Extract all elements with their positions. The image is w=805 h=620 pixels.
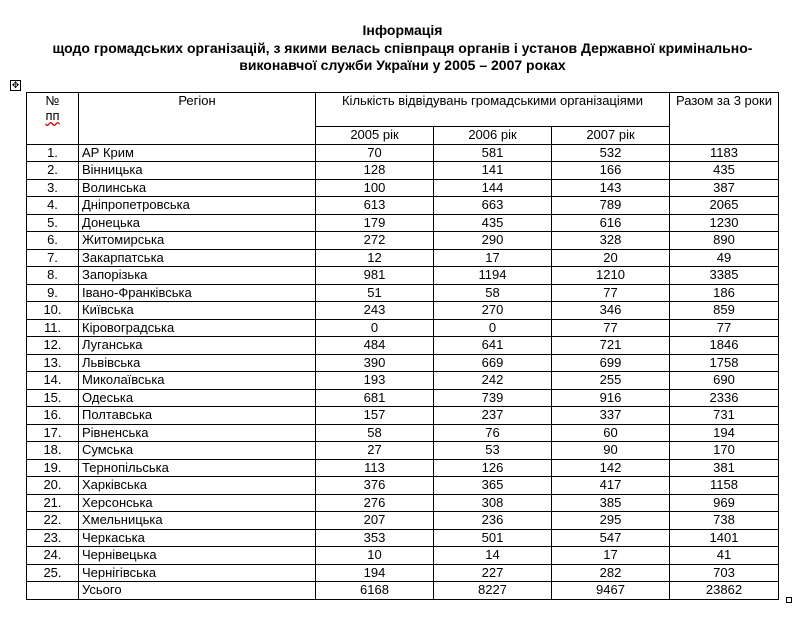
row-2007: 346 (552, 302, 670, 320)
row-number: 17. (27, 424, 79, 442)
row-2007: 532 (552, 144, 670, 162)
table-row (27, 407, 779, 425)
row-number: 7. (27, 249, 79, 267)
row-2007: 90 (552, 442, 670, 460)
row-2007: 616 (552, 214, 670, 232)
row-total: 731 (670, 407, 779, 425)
row-total: 890 (670, 232, 779, 250)
row-2006: 435 (434, 214, 552, 232)
table-row (27, 179, 779, 197)
row-region: Рівненська (79, 424, 316, 442)
row-2007: 60 (552, 424, 670, 442)
title-line-1: Інформація (362, 22, 443, 38)
row-2007: 417 (552, 477, 670, 495)
row-number: 10. (27, 302, 79, 320)
row-2005: 27 (316, 442, 434, 460)
row-total: 170 (670, 442, 779, 460)
total-row-2005: 6168 (316, 582, 434, 600)
row-total: 2336 (670, 389, 779, 407)
row-2006: 17 (434, 249, 552, 267)
title-line-3: виконавчої служби України у 2005 – 2007 роках (239, 57, 566, 73)
row-2005: 276 (316, 494, 434, 512)
row-2007: 142 (552, 459, 670, 477)
row-region: Львівська (79, 354, 316, 372)
row-2005: 157 (316, 407, 434, 425)
row-total: 2065 (670, 197, 779, 215)
data-table (26, 92, 779, 600)
table-resize-handle-icon[interactable] (786, 597, 792, 603)
row-2005: 100 (316, 179, 434, 197)
row-2006: 308 (434, 494, 552, 512)
row-number: 8. (27, 267, 79, 285)
table-row (27, 512, 779, 530)
row-2007: 721 (552, 337, 670, 355)
row-total: 703 (670, 564, 779, 582)
table-row (27, 547, 779, 565)
row-2006: 53 (434, 442, 552, 460)
row-total: 1183 (670, 144, 779, 162)
row-2007: 77 (552, 284, 670, 302)
row-number: 2. (27, 162, 79, 180)
row-total: 387 (670, 179, 779, 197)
row-region: Хмельницька (79, 512, 316, 530)
row-2005: 613 (316, 197, 434, 215)
row-2005: 194 (316, 564, 434, 582)
row-region: Луганська (79, 337, 316, 355)
row-2005: 981 (316, 267, 434, 285)
table-row (27, 214, 779, 232)
table-row (27, 267, 779, 285)
row-2006: 365 (434, 477, 552, 495)
title-line-2: щодо громадських організацій, з якими велась співпраця органів і установ Державної кримінально- (52, 39, 753, 56)
row-2007: 337 (552, 407, 670, 425)
row-2007: 1210 (552, 267, 670, 285)
header-2007: 2007 рік (552, 127, 670, 145)
row-total: 3385 (670, 267, 779, 285)
row-2005: 113 (316, 459, 434, 477)
row-total: 1758 (670, 354, 779, 372)
table-row (27, 477, 779, 495)
header-visits: Кількість відвідувань громадськими організаціями (316, 93, 670, 127)
row-2007: 385 (552, 494, 670, 512)
table-move-handle-icon[interactable]: ✥ (11, 80, 20, 90)
row-2006: 663 (434, 197, 552, 215)
row-2006: 1194 (434, 267, 552, 285)
table-row (27, 442, 779, 460)
row-2005: 0 (316, 319, 434, 337)
row-total: 381 (670, 459, 779, 477)
row-2005: 12 (316, 249, 434, 267)
header-number-line2: пп (45, 108, 60, 123)
row-2006: 581 (434, 144, 552, 162)
header-number-line1: № (45, 93, 60, 108)
row-2007: 77 (552, 319, 670, 337)
row-number: 20. (27, 477, 79, 495)
total-row-2007: 9467 (552, 582, 670, 600)
header-2006: 2006 рік (434, 127, 552, 145)
row-total: 194 (670, 424, 779, 442)
table-row (27, 249, 779, 267)
row-region: Херсонська (79, 494, 316, 512)
row-2005: 10 (316, 547, 434, 565)
row-region: Дніпропетровська (79, 197, 316, 215)
row-number: 4. (27, 197, 79, 215)
row-region: Чернігівська (79, 564, 316, 582)
table-row (27, 302, 779, 320)
row-2005: 207 (316, 512, 434, 530)
row-region: Волинська (79, 179, 316, 197)
row-region: Черкаська (79, 529, 316, 547)
total-row-sum: 23862 (670, 582, 779, 600)
row-total: 41 (670, 547, 779, 565)
table-row (27, 162, 779, 180)
table-row (27, 232, 779, 250)
row-2005: 376 (316, 477, 434, 495)
row-number: 3. (27, 179, 79, 197)
row-2007: 328 (552, 232, 670, 250)
row-number: 12. (27, 337, 79, 355)
row-2006: 501 (434, 529, 552, 547)
row-2006: 126 (434, 459, 552, 477)
row-2005: 179 (316, 214, 434, 232)
row-2006: 242 (434, 372, 552, 390)
row-total: 77 (670, 319, 779, 337)
row-2006: 290 (434, 232, 552, 250)
row-total: 1158 (670, 477, 779, 495)
row-total: 435 (670, 162, 779, 180)
row-region: Закарпатська (79, 249, 316, 267)
table-row (27, 319, 779, 337)
row-2007: 20 (552, 249, 670, 267)
row-number: 11. (27, 319, 79, 337)
table-row (27, 424, 779, 442)
table-row (27, 459, 779, 477)
row-2006: 669 (434, 354, 552, 372)
row-2007: 17 (552, 547, 670, 565)
row-number: 16. (27, 407, 79, 425)
header-region: Регіон (79, 93, 316, 145)
row-number: 6. (27, 232, 79, 250)
row-number: 1. (27, 144, 79, 162)
row-number: 25. (27, 564, 79, 582)
row-total: 738 (670, 512, 779, 530)
row-2006: 236 (434, 512, 552, 530)
row-number: 9. (27, 284, 79, 302)
row-2006: 227 (434, 564, 552, 582)
row-2007: 282 (552, 564, 670, 582)
total-row-number (27, 582, 79, 600)
row-number: 18. (27, 442, 79, 460)
row-2005: 353 (316, 529, 434, 547)
total-row-2006: 8227 (434, 582, 552, 600)
header-number (27, 93, 79, 145)
row-total: 969 (670, 494, 779, 512)
row-region: Одеська (79, 389, 316, 407)
row-2006: 14 (434, 547, 552, 565)
row-number: 13. (27, 354, 79, 372)
row-2007: 916 (552, 389, 670, 407)
row-2005: 681 (316, 389, 434, 407)
row-2006: 270 (434, 302, 552, 320)
row-region: Харківська (79, 477, 316, 495)
row-region: Донецька (79, 214, 316, 232)
row-2005: 390 (316, 354, 434, 372)
row-total: 690 (670, 372, 779, 390)
row-2007: 255 (552, 372, 670, 390)
row-region: Сумська (79, 442, 316, 460)
row-2005: 243 (316, 302, 434, 320)
row-region: Запорізька (79, 267, 316, 285)
row-total: 1846 (670, 337, 779, 355)
table-row (27, 337, 779, 355)
row-2006: 739 (434, 389, 552, 407)
row-region: АР Крим (79, 144, 316, 162)
row-2006: 141 (434, 162, 552, 180)
row-2007: 547 (552, 529, 670, 547)
row-2007: 699 (552, 354, 670, 372)
row-2005: 128 (316, 162, 434, 180)
table-row (27, 564, 779, 582)
row-2006: 76 (434, 424, 552, 442)
row-2006: 144 (434, 179, 552, 197)
row-number: 15. (27, 389, 79, 407)
total-row (27, 582, 779, 600)
row-number: 24. (27, 547, 79, 565)
table-row (27, 284, 779, 302)
row-2006: 641 (434, 337, 552, 355)
row-number: 5. (27, 214, 79, 232)
row-number: 19. (27, 459, 79, 477)
row-region: Івано-Франківська (79, 284, 316, 302)
row-number: 23. (27, 529, 79, 547)
table-row (27, 389, 779, 407)
row-2007: 789 (552, 197, 670, 215)
row-total: 1230 (670, 214, 779, 232)
row-total: 859 (670, 302, 779, 320)
row-2007: 143 (552, 179, 670, 197)
header-total: Разом за 3 роки (670, 93, 779, 145)
row-region: Чернівецька (79, 547, 316, 565)
row-number: 22. (27, 512, 79, 530)
row-region: Миколаївська (79, 372, 316, 390)
table-row (27, 354, 779, 372)
document-title (0, 22, 805, 75)
row-2005: 58 (316, 424, 434, 442)
row-2006: 237 (434, 407, 552, 425)
row-2005: 193 (316, 372, 434, 390)
table-row (27, 144, 779, 162)
table-row (27, 372, 779, 390)
row-2005: 272 (316, 232, 434, 250)
table-row (27, 197, 779, 215)
table-row (27, 529, 779, 547)
row-2005: 484 (316, 337, 434, 355)
row-region: Кіровоградська (79, 319, 316, 337)
total-row-label: Усього (79, 582, 316, 600)
row-2006: 0 (434, 319, 552, 337)
row-2006: 58 (434, 284, 552, 302)
row-2007: 166 (552, 162, 670, 180)
row-total: 49 (670, 249, 779, 267)
row-total: 1401 (670, 529, 779, 547)
row-region: Київська (79, 302, 316, 320)
row-number: 14. (27, 372, 79, 390)
table-row (27, 494, 779, 512)
row-number: 21. (27, 494, 79, 512)
row-2005: 70 (316, 144, 434, 162)
row-region: Вінницька (79, 162, 316, 180)
row-region: Полтавська (79, 407, 316, 425)
row-total: 186 (670, 284, 779, 302)
row-2005: 51 (316, 284, 434, 302)
row-region: Тернопільська (79, 459, 316, 477)
row-2007: 295 (552, 512, 670, 530)
header-2005: 2005 рік (316, 127, 434, 145)
table-body (27, 144, 779, 582)
row-region: Житомирська (79, 232, 316, 250)
